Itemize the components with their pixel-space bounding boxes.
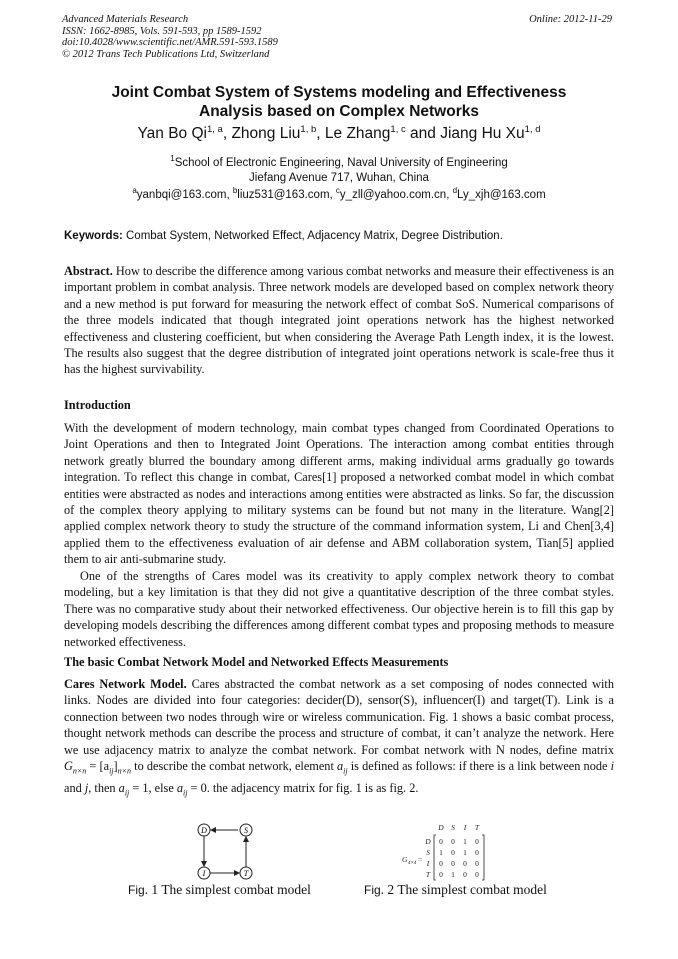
cares-text-a: Cares abstracted the combat network as a set composing of nodes connected with links. Nodes are divided into four categories: decider(D), sensor(S), influencer(I) and target(T). Link is a connection between two nodes through wire or wireless communication. Fig. 1 shows a basic combat process, thought network methods can describe the process and structure of combat, it can’t analyze the network. Here we use adjacency matrix to analyze the combat network. For combat network with N nodes, define matrix xyxy=(64,677,614,757)
abstract xyxy=(64,263,614,378)
paper-title xyxy=(0,83,678,121)
author-sep: and xyxy=(405,125,441,143)
author-sup: 1, a xyxy=(206,124,223,135)
node-i xyxy=(198,867,210,879)
email-link[interactable]: yanbqi@163.com xyxy=(136,188,227,201)
matrix-cell: 0 xyxy=(439,870,443,879)
matrix-close: ] xyxy=(113,759,118,774)
journal-header xyxy=(62,14,278,60)
matrix-left-bracket xyxy=(434,835,436,880)
fig1-num: . 1 xyxy=(144,882,159,897)
intro-paragraph-2: One of the strengths of Cares model was its creativity to apply complex network theory to combat modeling, but a key limitation is that they did not give a quantitative description of the three combat styles. There was no comparative study about their networked effectiveness. Our objective herein is to fill this gap by developing models describing the differences among different combat types and proposing methods to measure networked effectiveness. xyxy=(64,569,614,649)
node-d-label: D xyxy=(201,826,207,835)
figure-1-combat-model-diagram xyxy=(186,822,266,880)
fig1-prefix: Fig xyxy=(128,883,145,897)
node-s xyxy=(240,824,252,836)
matrix-label-sub: 4×4 xyxy=(408,861,417,866)
affiliation-line-1: School of Electronic Engineering, Naval University of Engineering xyxy=(174,156,508,169)
matrix-sub: n×n xyxy=(72,766,87,776)
cond1-val: = 1 xyxy=(129,780,149,795)
fig2-text: The simplest combat model xyxy=(397,882,547,897)
matrix-cell: 0 xyxy=(475,870,479,879)
cares-text-d: . the adjacency matrix for fig. 1 is as fig. 2. xyxy=(206,780,419,795)
cond1-sub: ij xyxy=(124,788,130,798)
and-word: and xyxy=(64,780,82,795)
affiliation-sup: 1 xyxy=(170,154,175,163)
matrix-label-eq: = xyxy=(418,855,423,864)
cares-text-b: to describe the combat network, element xyxy=(134,759,334,774)
section-heading-combat-model: The basic Combat Network Model and Networked Effects Measurements xyxy=(64,655,449,669)
cares-model-paragraph xyxy=(64,676,614,802)
col-header: S xyxy=(451,823,455,832)
author-list xyxy=(0,124,678,143)
row-header: T xyxy=(425,870,431,879)
matrix-cell: 0 xyxy=(463,859,467,868)
author-sep: , xyxy=(316,125,325,143)
email-link[interactable]: y_zll@yahoo.com.cn xyxy=(339,188,447,201)
matrix-cell: 0 xyxy=(451,848,455,857)
email-sup: a xyxy=(132,186,137,195)
matrix-cell: 0 xyxy=(475,859,479,868)
matrix-definition xyxy=(64,759,132,776)
node-i-label: I xyxy=(202,869,206,878)
author-sep: , xyxy=(222,125,232,143)
matrix-cell: 1 xyxy=(439,848,443,857)
email-link[interactable]: Ly_xjh@163.com xyxy=(457,188,546,201)
matrix-cell: 0 xyxy=(451,837,455,846)
matrix-close-sub: n×n xyxy=(117,766,132,776)
matrix-cell: 0 xyxy=(439,837,443,846)
matrix-cell: 0 xyxy=(451,859,455,868)
affiliation-line-2: Jiefang Avenue 717, Wuhan, China xyxy=(249,171,429,184)
author: Le Zhang xyxy=(324,125,391,143)
node-i: i xyxy=(610,759,615,774)
matrix-cell: 1 xyxy=(463,837,467,846)
cond1-symbol: a xyxy=(118,780,125,795)
journal-name: Advanced Materials Research xyxy=(62,14,189,25)
col-header: D xyxy=(438,823,444,832)
matrix-eq: = [a xyxy=(86,759,110,774)
figure-2-caption xyxy=(364,882,547,898)
element-aij xyxy=(337,759,348,776)
matrix-cell: 1 xyxy=(463,848,467,857)
abstract-text: How to describe the difference among various combat networks and measure their effectiveness is an important problem in combat analysis. Three network models are developed based on complex network theory and a new method is put forward for measuring the network effect of combat SoS. Numerical comparisons of the three models indicated that though integrated joint operations network has the highest networked effectiveness and clustering coefficient, but when considering the Average Path Length index, it is the lowest. The results also suggest that the degree distribution of integrated joint operations network is scale-free thus it has the highest survivability. xyxy=(64,264,614,377)
email-sup: d xyxy=(452,186,458,195)
author: Jiang Hu Xu xyxy=(440,125,525,143)
title-line-2: Analysis based on Complex Networks xyxy=(199,103,479,120)
node-s-label: S xyxy=(244,826,248,835)
matrix-right-bracket xyxy=(482,835,484,880)
node-t xyxy=(240,867,252,879)
condition-zero xyxy=(176,780,207,798)
col-header: I xyxy=(463,823,467,832)
title-line-1: Joint Combat System of Systems modeling and Effectiveness xyxy=(111,84,567,101)
matrix-cell: 0 xyxy=(463,870,467,879)
matrix-label: G xyxy=(402,855,408,864)
online-date: Online: 2012-11-29 xyxy=(529,14,612,25)
email-sup: b xyxy=(232,186,238,195)
keywords xyxy=(64,230,503,242)
keywords-label: Keywords: xyxy=(64,230,123,242)
doi: doi:10.4028/www.scientific.net/AMR.591-593.1589 xyxy=(62,37,278,48)
row-header: D xyxy=(425,837,431,846)
email-sup: c xyxy=(335,186,340,195)
fig1-text: The simplest combat model xyxy=(161,882,311,897)
col-header: T xyxy=(474,823,480,832)
author: Zhong Liu xyxy=(231,125,301,143)
condition-one xyxy=(118,780,149,798)
keywords-text: Combat System, Networked Effect, Adjacency Matrix, Degree Distribution. xyxy=(126,230,503,242)
fig2-num: . 2 xyxy=(380,882,395,897)
cond0-val: = 0 xyxy=(187,780,207,795)
cond0-symbol: a xyxy=(176,780,184,795)
author-sup: 1, b xyxy=(300,124,317,135)
figure-2-adjacency-matrix xyxy=(400,820,500,882)
author-sup: 1, c xyxy=(390,124,406,135)
cares-model-label: Cares Network Model. xyxy=(64,677,187,691)
matrix-cell: 0 xyxy=(475,837,479,846)
matrix-cell: 1 xyxy=(451,870,455,879)
row-header: I xyxy=(426,859,430,868)
affiliation xyxy=(0,151,678,186)
intro-paragraph-1: With the development of modern technology, main combat types changed from Coordinated Operations to Joint Operations and then to Integrated Joint Operations. The interaction among combat entities through network greatly blurred the boundary among different arms, making individual arms gradually go towards integration. To reflect this change in combat, Cares[1] proposed a networked combat model in which combat entities were abstracted as nodes and interactions among entities were abstracted as links. So far, the discussion of the complex theory applying to military systems can be found but not many in the literature. Wang[2] applied complex network theory to study the structure of the command information system, Li and Chen[3,4] applied them to the effectiveness evaluation of air defense and ABM collaboration system, Tian[5] applied them to air anti-submarine study. xyxy=(64,421,614,567)
email-list: $^a$yanbqi@163.com, $^b$liuz531@163.com, $^c$y_zll@yahoo.com.cn, $^d$Ly_xjh@163.com xyxy=(132,186,546,201)
matrix-symbol: G xyxy=(64,759,73,774)
fig2-prefix: Fig xyxy=(364,883,381,897)
else-word: , else xyxy=(148,780,174,795)
elem-sub: ij xyxy=(343,766,348,776)
email-link[interactable]: liuz531@163.com xyxy=(237,188,330,201)
abstract-label: Abstract. xyxy=(64,264,113,278)
issn: ISSN: 1662-8985, Vols. 591-593, pp 1589-1592 xyxy=(62,25,262,37)
copyright: © 2012 Trans Tech Publications Ltd, Switzerland xyxy=(62,48,270,60)
section-heading-introduction: Introduction xyxy=(64,398,131,412)
cond0-sub: ij xyxy=(183,788,188,798)
figure-1-caption xyxy=(128,882,311,898)
node-j: j xyxy=(84,780,89,795)
matrix-cell: 0 xyxy=(475,848,479,857)
node-d xyxy=(198,824,210,836)
cares-text-c: is defined as follows: if there is a link between node xyxy=(350,759,608,774)
matrix-cell: 0 xyxy=(439,859,443,868)
elem-symbol: a xyxy=(337,759,344,774)
row-header: S xyxy=(426,848,430,857)
author: Yan Bo Qi xyxy=(137,125,207,143)
then-word: , then xyxy=(88,780,116,795)
author-sup: 1, d xyxy=(524,124,541,135)
node-t-label: T xyxy=(243,869,249,878)
matrix-ij: ij xyxy=(109,766,114,776)
